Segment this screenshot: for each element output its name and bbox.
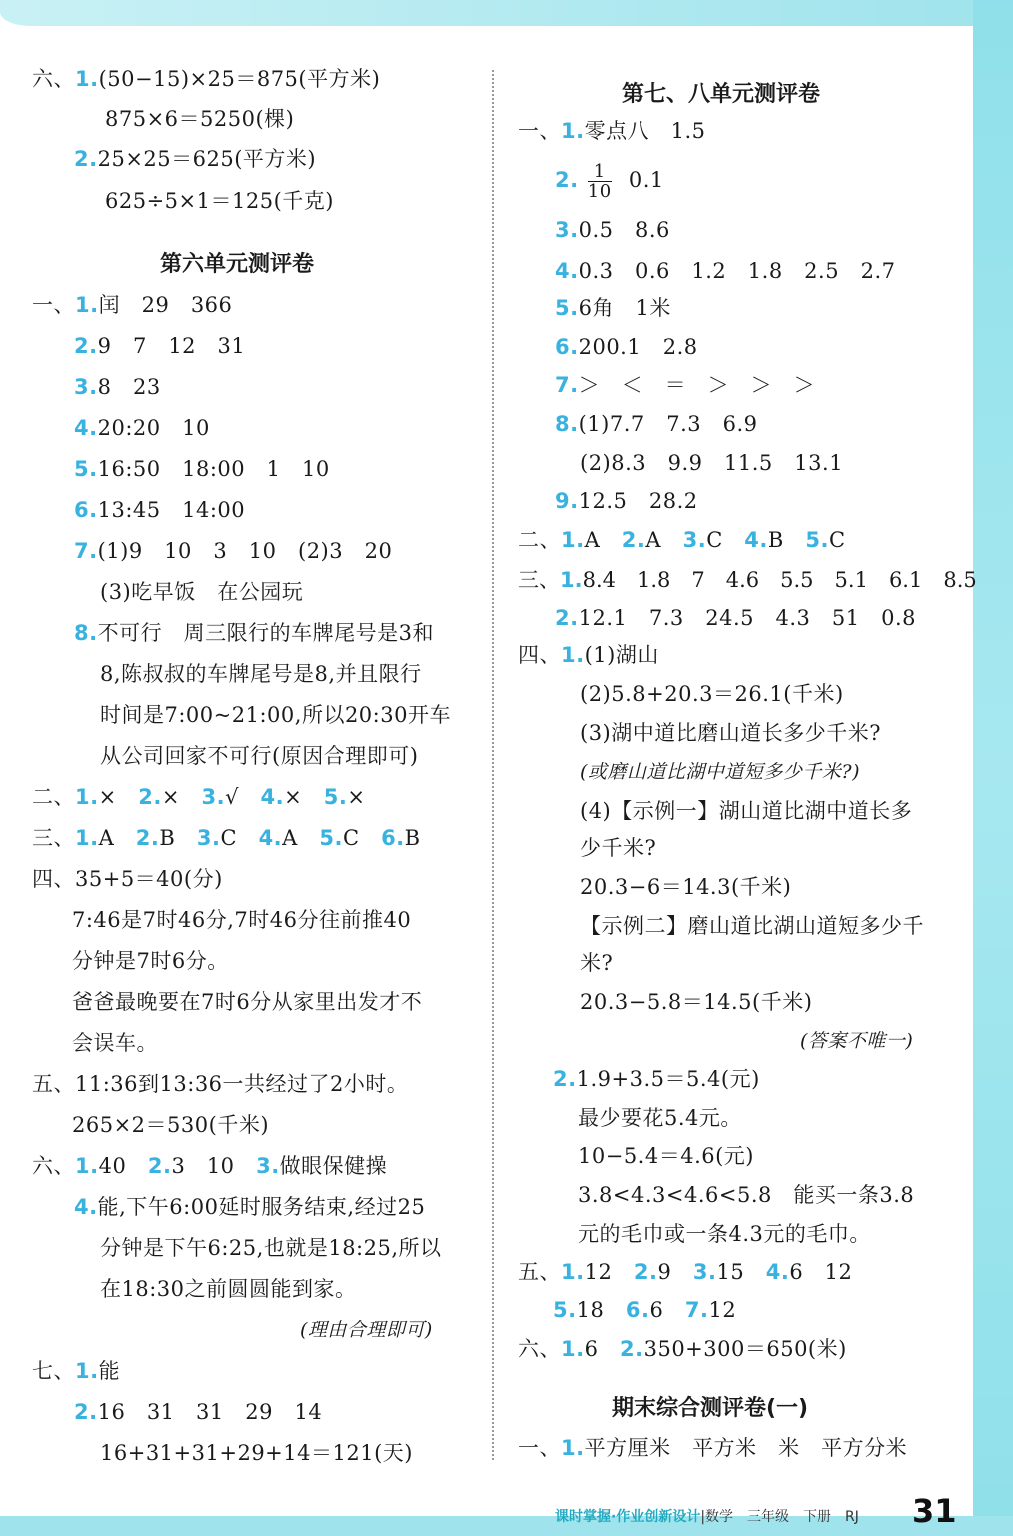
answer-note: (理由合理即可)	[300, 1319, 433, 1341]
answer-line: 20.3−5.8＝14.5(千米)	[580, 990, 813, 1014]
answer-line: 7.(1)9 10 3 10 (2)3 20	[74, 539, 393, 563]
answer-line: 四、35+5＝40(分)	[32, 867, 223, 891]
answer-line: 一、1.平方厘米 平方米 米 平方分米	[518, 1436, 908, 1460]
answer-line: 三、1.8.4 1.8 7 4.6 5.5 5.1 6.1 8.5	[518, 568, 977, 592]
answer-line: 分钟是7时6分。	[72, 949, 229, 973]
bottom-frame	[0, 1516, 1013, 1536]
answer-line: (4)【示例一】湖山道比湖中道长多	[580, 799, 913, 823]
answer-line: 少千米?	[580, 836, 657, 860]
answer-line: 时间是7:00~21:00,所以20:30开车	[100, 703, 451, 727]
answer-line: 6.13:45 14:00	[74, 498, 246, 522]
top-frame	[0, 0, 1013, 26]
answer-line: 2.9 7 12 31	[74, 334, 246, 358]
fraction: $\frac{1}{10}$	[587, 161, 612, 202]
answer-line: 625÷5×1＝125(千克)	[105, 189, 334, 213]
answer-line: (2)8.3 9.9 11.5 13.1	[580, 451, 844, 475]
answer-line: 会误车。	[72, 1031, 158, 1055]
answer-line: 2.1.9+3.5＝5.4(元)	[553, 1067, 760, 1091]
answer-line: 2.16 31 31 29 14	[74, 1400, 323, 1424]
answer-line: 二、1.A 2.A 3.C 4.B 5.C	[518, 528, 846, 552]
answer-line: 7:46是7时46分,7时46分往前推40	[72, 908, 412, 932]
answer-line: 5.18 6.6 7.12	[553, 1298, 737, 1322]
section-title: 第六单元测评卷	[160, 252, 315, 277]
column-divider	[492, 70, 494, 1460]
answer-line: 三、1.A 2.B 3.C 4.A 5.C 6.B	[32, 826, 421, 850]
answer-line: 五、1.12 2.9 3.15 4.6 12	[518, 1260, 853, 1284]
answer-line: 2. $\frac{1}{10}$ 0.1	[555, 161, 664, 202]
answer-line: 【示例二】磨山道比湖山道短多少千	[580, 914, 924, 938]
answer-line: 6.200.1 2.8	[555, 335, 698, 359]
answer-line: 分钟是下午6:25,也就是18:25,所以	[100, 1236, 442, 1260]
answer-line: 4.20:20 10	[74, 416, 210, 440]
answer-line: 四、1.(1)湖山	[518, 643, 659, 667]
answer-line: 2.12.1 7.3 24.5 4.3 51 0.8	[555, 606, 917, 630]
answer-line: 4.能,下午6:00延时服务结束,经过25	[74, 1195, 426, 1219]
answer-line: (2)5.8+20.3＝26.1(千米)	[580, 682, 844, 706]
answer-line: 5.16:50 18:00 1 10	[74, 457, 330, 481]
answer-line: 3.8<4.3<4.6<5.8 能买一条3.8	[578, 1183, 915, 1207]
answer-line: 一、1.零点八 1.5	[518, 119, 706, 143]
answer-line: 8.(1)7.7 7.3 6.9	[555, 412, 758, 436]
answer-line: 五、11:36到13:36一共经过了2小时。	[32, 1072, 409, 1096]
footer-subject: |数学 三年级 下册 RJ	[700, 1509, 859, 1525]
answer-line: 4.0.3 0.6 1.2 1.8 2.5 2.7	[555, 259, 896, 283]
answer-line: 最少要花5.4元。	[578, 1106, 742, 1130]
answer-line: 米?	[580, 951, 614, 975]
answer-line: (3)湖中道比磨山道长多少千米?	[580, 721, 882, 745]
answer-line: 265×2＝530(千米)	[72, 1113, 270, 1137]
answer-line: 875×6＝5250(棵)	[105, 107, 295, 131]
page-number: 31	[912, 1492, 957, 1530]
answer-line: 20.3−6＝14.3(千米)	[580, 875, 792, 899]
answer-line: 10−5.4＝4.6(元)	[578, 1144, 754, 1168]
answer-line: 9.12.5 28.2	[555, 489, 698, 513]
section-title: 第七、八单元测评卷	[622, 82, 821, 107]
answer-line: 六、1.6 2.350+300＝650(米)	[518, 1337, 847, 1361]
answer-line: 爸爸最晚要在7时6分从家里出发才不	[72, 990, 423, 1014]
answer-line: 7.＞ ＜ ＝ ＞ ＞ ＞	[555, 373, 816, 397]
answer-line: (3)吃早饭 在公园玩	[100, 580, 304, 604]
answer-line: 3.8 23	[74, 375, 161, 399]
right-frame	[973, 0, 1013, 1536]
answer-line: 从公司回家不可行(原因合理即可)	[100, 744, 419, 768]
answer-note: (或磨山道比湖中道短多少千米?)	[580, 761, 861, 783]
answer-line: 5.6角 1米	[555, 296, 671, 320]
answer-line: 2.25×25＝625(平方米)	[74, 147, 317, 171]
footer-brand: 课时掌握·作业创新设计	[555, 1509, 701, 1525]
answer-line: 在18:30之前圆圆能到家。	[100, 1277, 357, 1301]
answer-line: 16+31+31+29+14＝121(天)	[100, 1441, 413, 1465]
answer-line: 二、1.× 2.× 3.√ 4.× 5.×	[32, 785, 366, 809]
answer-line: 8,陈叔叔的车牌尾号是8,并且限行	[100, 662, 422, 686]
answer-line: 3.0.5 8.6	[555, 218, 670, 242]
answer-note: (答案不唯一)	[800, 1030, 914, 1052]
answer-line: 六、1.40 2.3 10 3.做眼保健操	[32, 1154, 388, 1178]
answer-line: 七、1.能	[32, 1359, 121, 1383]
page-footer	[555, 1506, 859, 1526]
answer-line: 六、1.(50−15)×25＝875(平方米)	[32, 67, 381, 91]
answer-line: 一、1.闰 29 366	[32, 293, 233, 317]
section-title: 期末综合测评卷(一)	[612, 1396, 809, 1421]
answer-line: 元的毛巾或一条4.3元的毛巾。	[578, 1222, 871, 1246]
answer-line: 8.不可行 周三限行的车牌尾号是3和	[74, 621, 434, 645]
